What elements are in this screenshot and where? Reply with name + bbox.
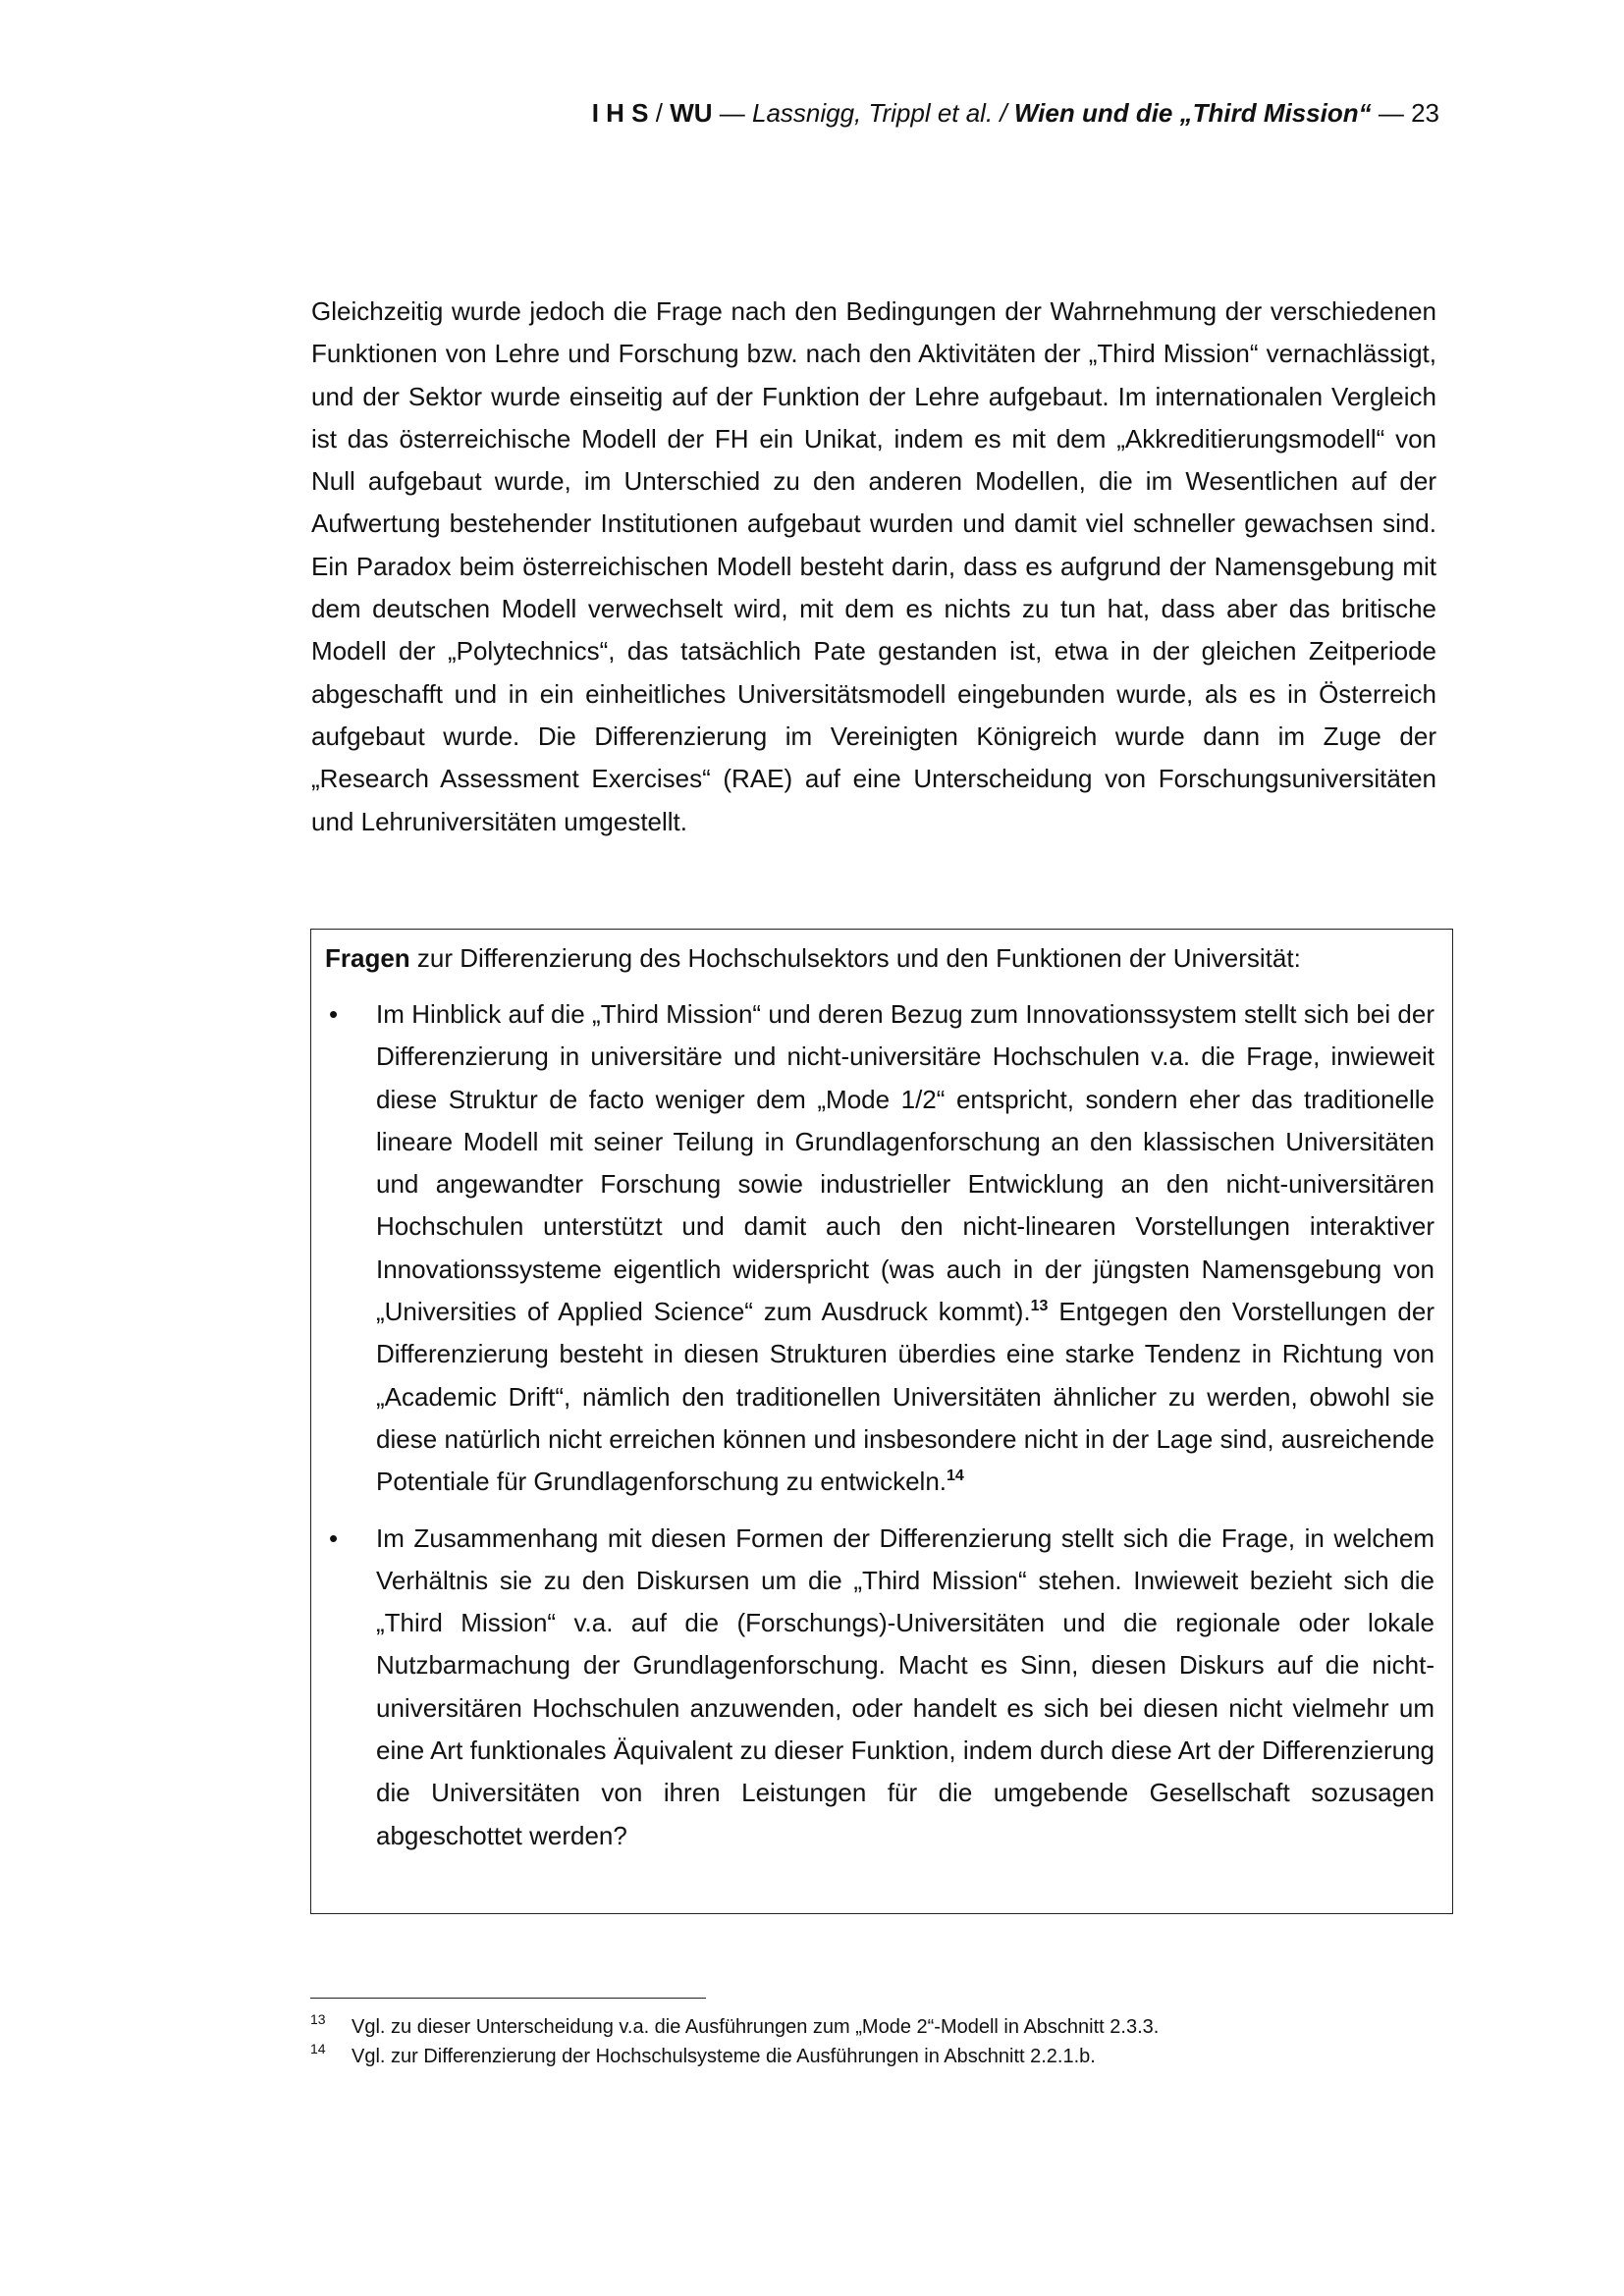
question-item-2 bbox=[325, 1518, 1435, 1857]
header-title: Wien und die „Third Mission“ bbox=[1013, 98, 1372, 128]
box-title bbox=[325, 937, 1435, 980]
footnote-number: 14 bbox=[310, 2041, 326, 2056]
question-item-1 bbox=[325, 993, 1435, 1504]
bullet-icon: • bbox=[329, 999, 339, 1029]
header-dash: — bbox=[712, 98, 752, 128]
footnote-ref-13[interactable]: 13 bbox=[1030, 1298, 1049, 1315]
header-dash2: — bbox=[1371, 98, 1412, 128]
header-sep: / bbox=[648, 98, 671, 128]
footnote-text: Vgl. zur Differenzierung der Hochschulsysteme die Ausführungen in Abschnitt 2.2.1.b. bbox=[352, 2046, 1096, 2067]
question-1-text-a: Im Hinblick auf die „Third Mission“ und deren Bezug zum Innovationssystem stellt sich bei der Differenzierung in universitäre und nicht-universitäre Hochschulen v.a. die Frage, inwieweit diese Struktur de facto weniger dem „Mode 1/2“ entspricht, sondern eher das traditionelle lineare Modell mit seiner Teilung in Grundlagenforschung an den klassischen Universitäten und angewandter Forschung sowie industrieller Entwicklung an den nicht-universitären Hochschulen unterstützt und damit auch den nicht-linearen Vorstellungen interaktiver Innovationssysteme eigentlich widerspricht (was auch in der jüngsten Namensgebung von „Universities of Applied Science“ zum Ausdruck kommt). bbox=[376, 999, 1435, 1327]
bullet-icon: • bbox=[329, 1522, 339, 1553]
header-org2: WU bbox=[670, 98, 713, 128]
box-title-bold: Fragen bbox=[325, 943, 410, 973]
footnotes bbox=[310, 2012, 1159, 2071]
question-list bbox=[325, 993, 1435, 1857]
question-2-text: Im Zusammenhang mit diesen Formen der Differenzierung stellt sich die Frage, in welchem Verhältnis sie zu den Diskursen um die „Third Mission“ stehen. Inwieweit bezieht sich die „Third Mission“ v.a. auf die (Forschungs)-Universitäten und die regionale oder lokale Nutzbarmachung der Grundlagenforschung. Macht es Sinn, diesen Diskurs auf die nicht-universitären Hochschulen anzuwenden, oder handelt es sich bei diesen nicht vielmehr um eine Art funktionales Äquivalent zu dieser Funktion, indem durch diese Art der Differenzierung die Universitäten von ihren Leistungen für die umgebende Gesellschaft sozusagen abgeschottet werden? bbox=[376, 1522, 1435, 1850]
footnote-divider bbox=[310, 1998, 706, 1999]
footnote-ref-14[interactable]: 14 bbox=[947, 1468, 964, 1485]
footnote-14 bbox=[310, 2042, 1159, 2071]
box-title-rest: zur Differenzierung des Hochschulsektors und den Funktionen der Universität: bbox=[409, 943, 1301, 973]
footnote-number: 13 bbox=[310, 2011, 326, 2027]
page-number: 23 bbox=[1411, 98, 1439, 128]
header-org: I H S bbox=[591, 98, 649, 128]
questions-box bbox=[310, 929, 1453, 1914]
footnote-13 bbox=[310, 2012, 1159, 2042]
footnote-text: Vgl. zu dieser Unterscheidung v.a. die Ausführungen zum „Mode 2“-Modell in Abschnitt 2.3.3. bbox=[352, 2016, 1160, 2038]
question-1-text-b: Entgegen den Vorstellungen der Differenzierung besteht in diesen Strukturen überdies eine starke Tendenz in Richtung von „Academic Drift“, nämlich den traditionellen Universitäten ähnlicher zu werden, obwohl sie diese natürlich nicht erreichen können und insbesondere nicht in der Lage sind, ausreichende Potentiale für Grundlagenforschung zu entwickeln. bbox=[376, 1297, 1435, 1497]
header-authors: Lassnigg, Trippl et al. / bbox=[751, 98, 1014, 128]
body-paragraph: Gleichzeitig wurde jedoch die Frage nach den Bedingungen der Wahrnehmung der verschiedenen Funktionen von Lehre und Forschung bzw. nach den Aktivitäten der „Third Mission“ vernachlässigt, und der Sektor wurde einseitig auf der Funktion der Lehre aufgebaut. Im internationalen Vergleich ist das österreichische Modell der FH ein Unikat, indem es mit dem „Akkreditierungsmodell“ von Null aufgebaut wurde, im Unterschied zu den anderen Modellen, die im Wesentlichen auf der Aufwertung bestehender Institutionen aufgebaut wurden und damit viel schneller gewachsen sind. Ein Paradox beim österreichischen Modell besteht darin, dass es aufgrund der Namensgebung mit dem deutschen Modell verwechselt wird, mit dem es nichts zu tun hat, dass aber das britische Modell der „Polytechnics“, das tatsächlich Pate gestanden ist, etwa in der gleichen Zeitperiode abgeschafft und in ein einheitliches Universitätsmodell eingebunden wurde, als es in Österreich aufgebaut wurde. Die Differenzierung im Vereinigten Königreich wurde dann im Zuge der „Research Assessment Exercises“ (RAE) auf eine Unterscheidung von Forschungsuniversitäten und Lehruniversitäten umgestellt. bbox=[311, 296, 1436, 836]
running-header bbox=[592, 98, 1439, 129]
